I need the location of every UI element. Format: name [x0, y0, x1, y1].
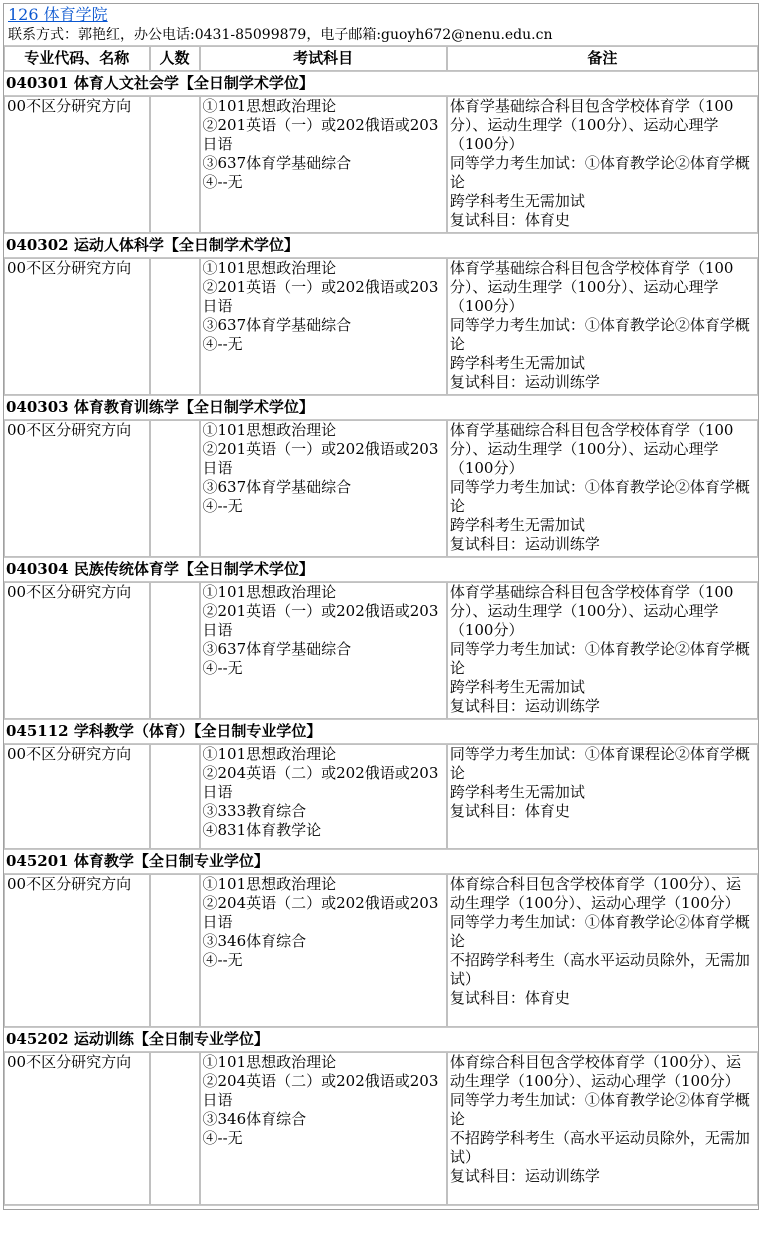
table-header — [4, 46, 758, 72]
notes-cell — [447, 1052, 758, 1205]
direction-cell: 00不区分研究方向 — [4, 420, 150, 557]
exam-subject: ①101思想政治理论 — [202, 583, 337, 601]
note-line: 复试科目：运动训练学 — [449, 535, 600, 553]
exam-subject: ③637体育学基础综合 — [202, 316, 352, 334]
header-notes: 备注 — [447, 46, 758, 71]
program-row — [4, 1052, 758, 1206]
program-row — [4, 744, 758, 850]
program-title: 040302 运动人体科学【全日制学术学位】 — [4, 234, 758, 258]
exam-subject: ②201英语（一）或202俄语或203日语 — [202, 116, 439, 153]
exam-subject: ③637体育学基础综合 — [202, 478, 352, 496]
exam-subject: ②201英语（一）或202俄语或203日语 — [202, 278, 439, 315]
note-line: 同等学力考生加试：①体育课程论②体育学概论 — [449, 745, 750, 782]
header-count: 人数 — [150, 46, 200, 71]
program-row — [4, 582, 758, 720]
subjects-cell — [200, 874, 447, 1027]
subjects-cell — [200, 1052, 447, 1205]
notes-cell — [447, 96, 758, 233]
note-line: 跨学科考生无需加试 — [449, 354, 585, 372]
note-line: 同等学力考生加试：①体育教学论②体育学概论 — [449, 913, 750, 950]
program-row — [4, 874, 758, 1028]
subjects-cell — [200, 258, 447, 395]
exam-subject: ①101思想政治理论 — [202, 259, 337, 277]
note-line: 不招跨学科考生（高水平运动员除外，无需加试） — [449, 1129, 750, 1166]
note-line: 体育学基础综合科目包含学校体育学（100分）、运动生理学（100分）、运动心理学（100分） — [449, 583, 734, 639]
program-title: 045201 体育教学【全日制专业学位】 — [4, 850, 758, 874]
note-line: 复试科目：体育史 — [449, 989, 570, 1007]
note-line: 体育学基础综合科目包含学校体育学（100分）、运动生理学（100分）、运动心理学（100分） — [449, 97, 734, 153]
note-line: 不招跨学科考生（高水平运动员除外，无需加试） — [449, 951, 750, 988]
exam-subject: ①101思想政治理论 — [202, 1053, 337, 1071]
count-cell — [150, 420, 200, 557]
college-link[interactable]: 126 体育学院 — [8, 5, 108, 24]
exam-subject: ④--无 — [202, 335, 243, 353]
subjects-cell — [200, 420, 447, 557]
note-line: 体育综合科目包含学校体育学（100分）、运动生理学（100分）、运动心理学（100分） — [449, 1053, 741, 1090]
program-row — [4, 420, 758, 558]
note-line: 体育学基础综合科目包含学校体育学（100分）、运动生理学（100分）、运动心理学（100分） — [449, 421, 734, 477]
exam-subject: ②201英语（一）或202俄语或203日语 — [202, 440, 439, 477]
program-title: 045202 运动训练【全日制专业学位】 — [4, 1028, 758, 1052]
count-cell — [150, 96, 200, 233]
exam-subject: ④--无 — [202, 173, 243, 191]
notes-cell — [447, 582, 758, 719]
exam-subject: ③637体育学基础综合 — [202, 640, 352, 658]
note-line: 跨学科考生无需加试 — [449, 783, 585, 801]
exam-subject: ③346体育综合 — [202, 932, 307, 950]
note-line: 跨学科考生无需加试 — [449, 192, 585, 210]
note-line: 同等学力考生加试：①体育教学论②体育学概论 — [449, 154, 750, 191]
note-line: 体育学基础综合科目包含学校体育学（100分）、运动生理学（100分）、运动心理学（100分） — [449, 259, 734, 315]
exam-subject: ②204英语（二）或202俄语或203日语 — [202, 764, 439, 801]
exam-subject: ③346体育综合 — [202, 1110, 307, 1128]
exam-subject: ①101思想政治理论 — [202, 875, 337, 893]
note-line: 同等学力考生加试：①体育教学论②体育学概论 — [449, 316, 750, 353]
exam-subject: ④--无 — [202, 1129, 243, 1147]
note-line: 复试科目：运动训练学 — [449, 697, 600, 715]
notes-cell — [447, 420, 758, 557]
exam-subject: ①101思想政治理论 — [202, 421, 337, 439]
exam-subject: ②204英语（二）或202俄语或203日语 — [202, 894, 439, 931]
subjects-cell — [200, 96, 447, 233]
count-cell — [150, 744, 200, 849]
note-line: 复试科目：运动训练学 — [449, 373, 600, 391]
count-cell — [150, 874, 200, 1027]
exam-subject: ②201英语（一）或202俄语或203日语 — [202, 602, 439, 639]
notes-cell — [447, 744, 758, 849]
note-line: 跨学科考生无需加试 — [449, 516, 585, 534]
note-line: 跨学科考生无需加试 — [449, 678, 585, 696]
exam-subject: ①101思想政治理论 — [202, 97, 337, 115]
note-line: 同等学力考生加试：①体育教学论②体育学概论 — [449, 478, 750, 515]
college-header — [4, 4, 758, 46]
subjects-cell — [200, 744, 447, 849]
count-cell — [150, 258, 200, 395]
note-line: 同等学力考生加试：①体育教学论②体育学概论 — [449, 1091, 750, 1128]
count-cell — [150, 1052, 200, 1205]
program-title: 040301 体育人文社会学【全日制学术学位】 — [4, 72, 758, 96]
program-title: 040303 体育教育训练学【全日制学术学位】 — [4, 396, 758, 420]
note-line: 复试科目：运动训练学 — [449, 1167, 600, 1185]
note-line: 复试科目：体育史 — [449, 211, 570, 229]
subjects-cell — [200, 582, 447, 719]
direction-cell: 00不区分研究方向 — [4, 96, 150, 233]
count-cell — [150, 582, 200, 719]
direction-cell: 00不区分研究方向 — [4, 1052, 150, 1205]
exam-subject: ④831体育教学论 — [202, 821, 322, 839]
direction-cell: 00不区分研究方向 — [4, 258, 150, 395]
note-line: 体育综合科目包含学校体育学（100分）、运动生理学（100分）、运动心理学（100分） — [449, 875, 741, 912]
program-title: 040304 民族传统体育学【全日制学术学位】 — [4, 558, 758, 582]
contact-info: 联系方式：郭艳红，办公电话:0431-85099879，电子邮箱:guoyh672@nenu.edu.cn — [8, 27, 553, 43]
exam-subject: ④--无 — [202, 497, 243, 515]
header-program: 专业代码、名称 — [4, 46, 150, 71]
program-row — [4, 258, 758, 396]
program-row — [4, 96, 758, 234]
direction-cell: 00不区分研究方向 — [4, 744, 150, 849]
exam-subject: ④--无 — [202, 951, 243, 969]
catalog-table — [3, 3, 759, 1210]
exam-subject: ②204英语（二）或202俄语或203日语 — [202, 1072, 439, 1109]
note-line: 同等学力考生加试：①体育教学论②体育学概论 — [449, 640, 750, 677]
notes-cell — [447, 258, 758, 395]
exam-subject: ③333教育综合 — [202, 802, 307, 820]
exam-subject: ③637体育学基础综合 — [202, 154, 352, 172]
note-line: 复试科目：体育史 — [449, 802, 570, 820]
notes-cell — [447, 874, 758, 1027]
direction-cell: 00不区分研究方向 — [4, 582, 150, 719]
exam-subject: ④--无 — [202, 659, 243, 677]
program-title: 045112 学科教学（体育）【全日制专业学位】 — [4, 720, 758, 744]
direction-cell: 00不区分研究方向 — [4, 874, 150, 1027]
exam-subject: ①101思想政治理论 — [202, 745, 337, 763]
header-subjects: 考试科目 — [200, 46, 447, 71]
